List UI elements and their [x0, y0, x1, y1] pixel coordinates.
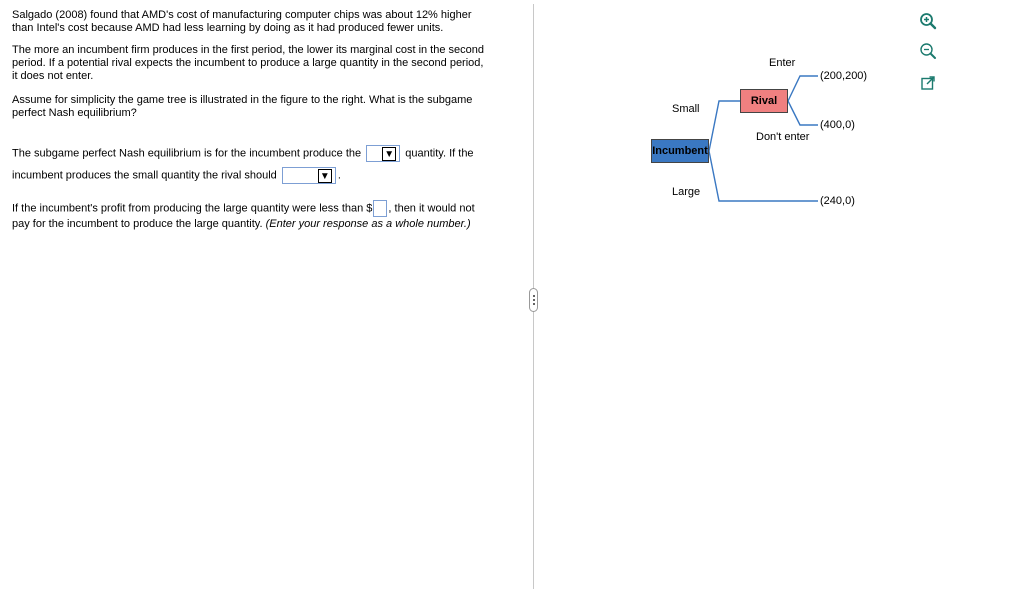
answer-hint: (Enter your response as a whole number.) [265, 218, 471, 230]
quantity-dropdown[interactable] [366, 145, 400, 162]
small-branch [709, 101, 740, 151]
rival-action-dropdown[interactable] [282, 167, 336, 184]
incumbent-node: Incumbent [651, 139, 709, 163]
prompt-paragraph: Assume for simplicity the game tree is illustrated in the figure to the right. What is the subgame perfect Nash equilibrium? [12, 94, 473, 119]
payoff-dont-enter: (400,0) [820, 119, 855, 131]
enter-branch [788, 76, 818, 101]
dropdown-arrow-icon: ▼ [319, 171, 330, 182]
question-line-1: The subgame perfect Nash equilibrium is for the incumbent produce the ▼ quantity. If the [12, 145, 474, 162]
context-paragraph: The more an incumbent firm produces in the first period, the lower its marginal cost in the second period. If a potential rival expects the incumbent to produce a large quantity in the second period, it does not enter. [12, 44, 485, 82]
dont-enter-label: Don't enter [756, 131, 810, 143]
small-label: Small [672, 103, 700, 115]
zoom-out-icon[interactable] [917, 40, 939, 62]
large-label: Large [672, 186, 701, 198]
pane-resize-handle[interactable] [529, 288, 538, 312]
question-line-4: pay for the incumbent to produce the large quantity. (Enter your response as a whole number.) [12, 218, 471, 230]
profit-threshold-input[interactable] [373, 200, 387, 217]
pop-out-icon[interactable] [917, 72, 939, 94]
question-pane [12, 9, 522, 132]
payoff-enter: (200,200) [820, 70, 868, 82]
dropdown-arrow-icon: ▼ [384, 149, 395, 160]
rival-node: Rival [740, 89, 788, 113]
dont-enter-branch [788, 101, 818, 125]
enter-label: Enter [769, 57, 796, 69]
payoff-large: (240,0) [820, 195, 855, 207]
large-branch [709, 151, 818, 201]
question-line-3: If the incumbent's profit from producing the large quantity were less than $ , then it would not [12, 200, 475, 217]
zoom-in-icon[interactable] [917, 10, 939, 32]
intro-paragraph: Salgado (2008) found that AMD's cost of manufacturing computer chips was about 12% higher than Intel's cost because AMD had less learning by doing as it had produced fewer units. [12, 9, 472, 34]
question-line-2: incumbent produces the small quantity the rival should ▼ . [12, 167, 341, 184]
